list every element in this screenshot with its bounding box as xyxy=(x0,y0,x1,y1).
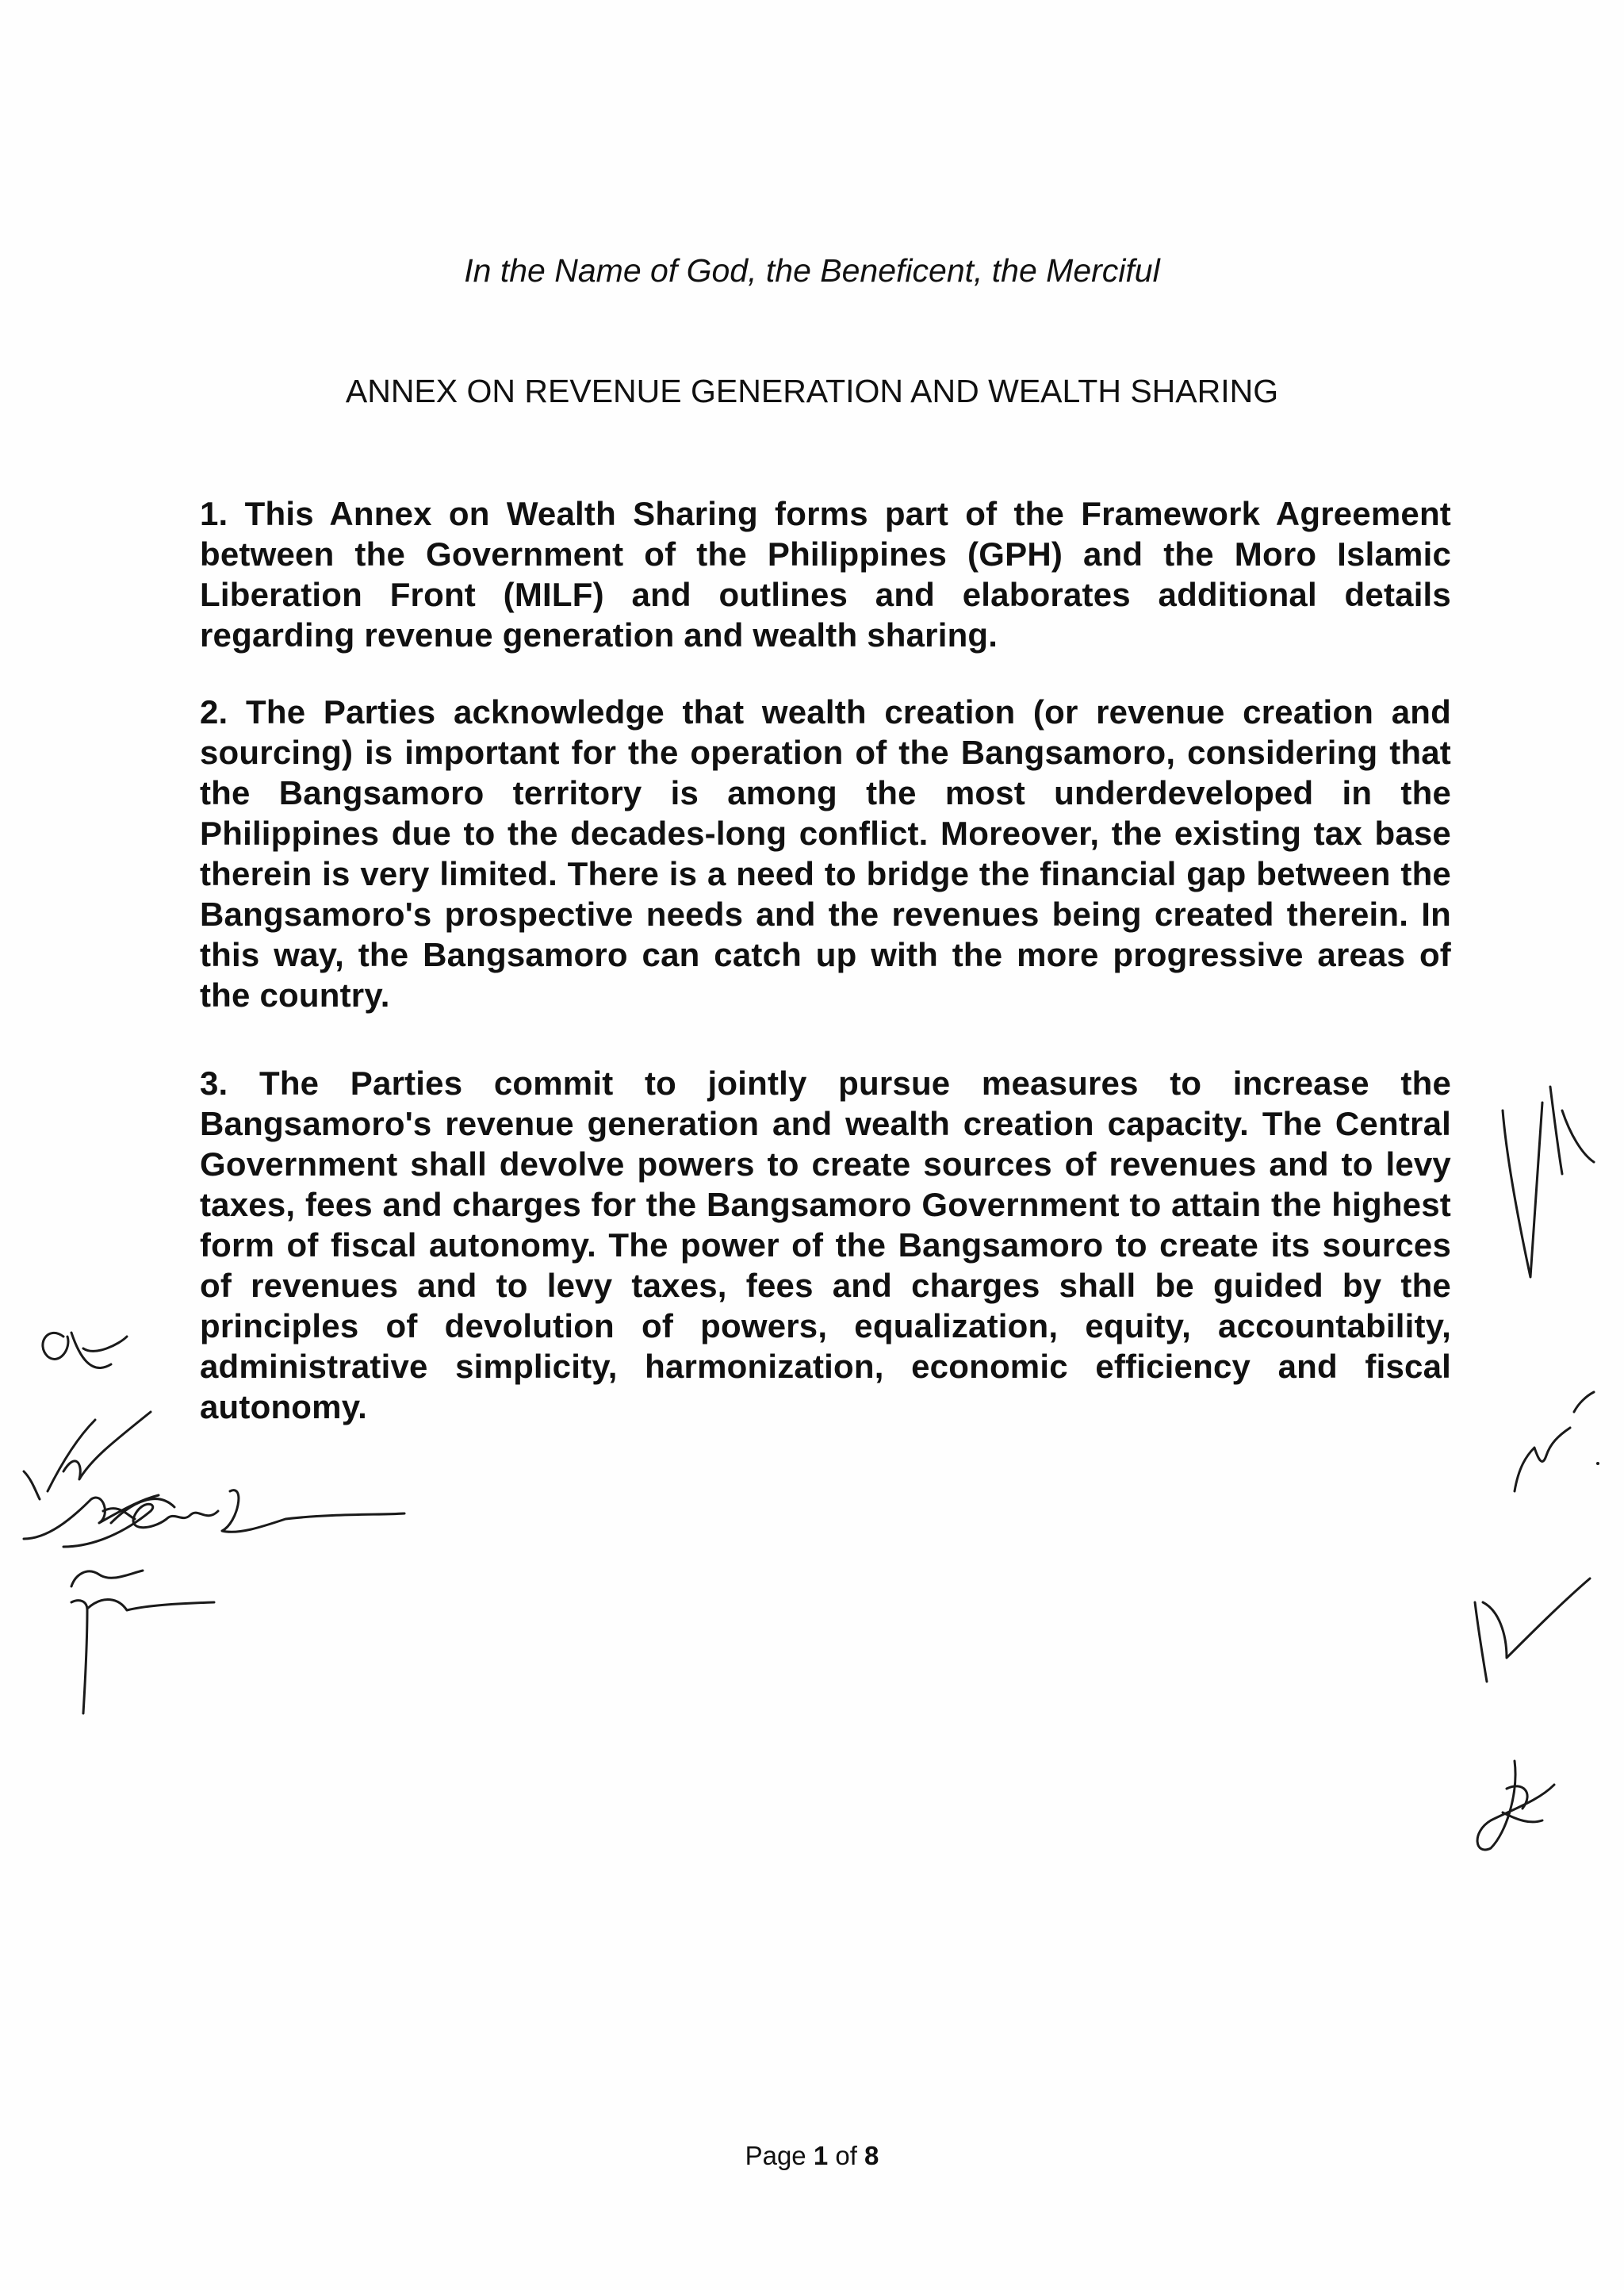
paragraph-1: 1. This Annex on Wealth Sharing forms part of the Framework Agreement between the Government of the Philippines (GPH) and the Moro Islamic Liberation Front (MILF) and outlines and elaborates additional details regarding revenue generation and wealth sharing. xyxy=(200,495,1451,654)
page-current: 1 xyxy=(813,2141,829,2170)
signature-right-3 xyxy=(1451,1571,1610,1697)
signature-right-4 xyxy=(1459,1745,1570,1872)
signature-right-1 xyxy=(1483,1063,1602,1301)
paragraph-3: 3. The Parties commit to jointly pursue measures to increase the Bangsamoro's revenue generation and wealth creation capacity. The Central Government shall devolve powers to create sources of revenues and to levy taxes, fees and charges for the Bangsamoro Government to attain the highest form of fiscal autonomy. The power of the Bangsamoro to create its sources of revenues and to levy taxes, fees and charges shall be guided by the principles of devolution of powers, equalization, equity, accountability, administrative simplicity, harmonization, economic efficiency and fiscal autonomy. xyxy=(200,1064,1451,1425)
page-prefix: Page xyxy=(745,2141,814,2170)
paragraph-2: 2. The Parties acknowledge that wealth creation (or revenue creation and sourcing) is important for the operation of the Bangsamoro, considering that the Bangsamoro territory is among the most underdeveloped in the Philippines due to the decades-long conflict. Moreover, the existing tax base therein is very limited. There is a need to bridge the financial gap between the Bangsamoro's prospective needs and the revenues being created therein. In this way, the Bangsamoro can catch up with the more progressive areas of the country. xyxy=(200,693,1451,1014)
page-separator: of xyxy=(828,2141,865,2170)
page-total: 8 xyxy=(864,2141,879,2170)
signature-left-3 xyxy=(48,1586,238,1729)
signature-right-2 xyxy=(1499,1380,1618,1515)
page-number xyxy=(0,2140,1624,2172)
invocation-heading: In the Name of God, the Beneficent, the Merciful xyxy=(464,252,1160,289)
signature-left-2 xyxy=(48,1467,412,1586)
annex-title: ANNEX ON REVENUE GENERATION AND WEALTH SHARING xyxy=(345,373,1279,409)
